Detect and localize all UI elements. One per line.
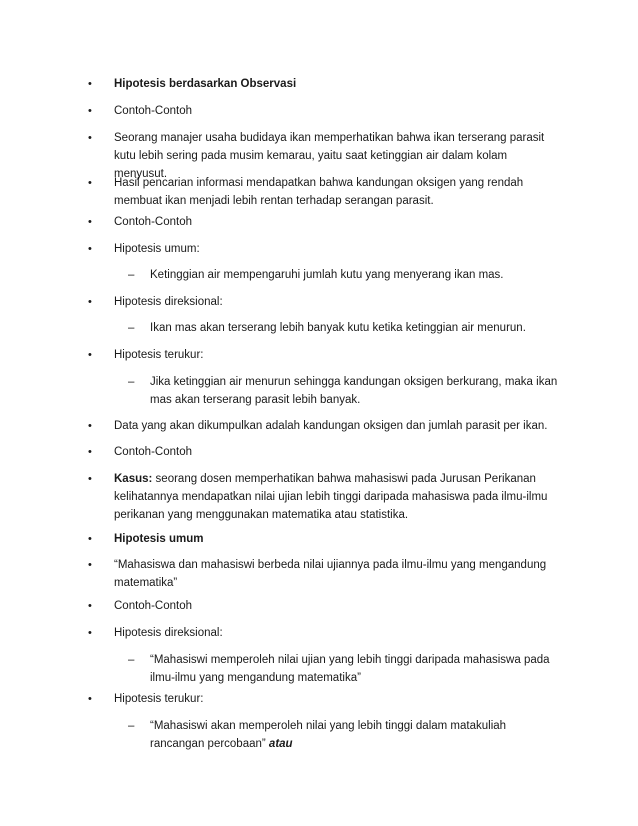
sub-item-text: Ketinggian air mempengaruhi jumlah kutu yang menyerang ikan mas. (150, 269, 504, 281)
item-text: Hasil pencarian informasi mendapatkan bahwa kandungan oksigen yang rendah membuat ikan menjadi lebih rentan terhadap serangan parasit. (114, 177, 524, 207)
heading-text: Hipotesis berdasarkan Observasi (114, 78, 297, 90)
item-text: Hipotesis direksional: (114, 627, 223, 639)
bullet-marker: • (88, 446, 92, 458)
heading-observasi (114, 75, 558, 93)
item-text: “Mahasiswa dan mahasiswi berbeda nilai ujiannya pada ilmu-ilmu yang mengandung matematika” (114, 559, 547, 589)
dash-marker: – (128, 376, 135, 388)
bullet-marker: • (88, 559, 92, 571)
item-text (114, 470, 558, 524)
item-text: Contoh-Contoh (114, 600, 192, 612)
item-text: Hipotesis umum: (114, 243, 200, 255)
bullet-marker: • (88, 296, 92, 308)
bullet-marker: • (88, 243, 92, 255)
bullet-marker: • (88, 420, 92, 432)
atau-suffix: atau (265, 738, 293, 750)
quote-text: “Mahasiswi akan memperoleh nilai yang lebih tinggi dalam matakuliah rancangan percobaan” (150, 720, 507, 750)
bullet-marker: • (88, 600, 92, 612)
bullet-marker: • (88, 349, 92, 361)
bullet-marker: • (88, 533, 92, 545)
item-text: Contoh-Contoh (114, 105, 192, 117)
bullet-marker: • (88, 627, 92, 639)
dash-marker: – (128, 269, 135, 281)
bullet-marker: • (88, 78, 92, 90)
case-label: Kasus: (114, 473, 153, 485)
item-text: Contoh-Contoh (114, 216, 192, 228)
bullet-marker: • (88, 473, 92, 485)
sub-item-text: Ikan mas akan terserang lebih banyak kutu ketika ketinggian air menurun. (150, 322, 526, 334)
item-text: Data yang akan dikumpulkan adalah kandungan oksigen dan jumlah parasit per ikan. (114, 420, 548, 432)
sub-item-text (150, 717, 558, 753)
item-text: Hipotesis direksional: (114, 296, 223, 308)
bullet-marker: • (88, 693, 92, 705)
item-text: Hipotesis terukur: (114, 693, 204, 705)
sub-item-text: “Mahasiswi memperoleh nilai ujian yang lebih tinggi daripada mahasiswa pada ilmu-ilmu yang mengandung matematika” (150, 654, 550, 684)
dash-marker: – (128, 322, 135, 334)
bullet-marker: • (88, 177, 92, 189)
heading-text: Hipotesis umum (114, 533, 204, 545)
dash-marker: – (128, 720, 135, 732)
bullet-marker: • (88, 105, 92, 117)
case-text: seorang dosen memperhatikan bahwa mahasiswi pada Jurusan Perikanan kelihatannya mendapatkan nilai ujian lebih tinggi daripada mahasiswa pada ilmu-ilmu perikanan yang menggunakan matematika atau statistika. (114, 473, 548, 521)
sub-item-text: Jika ketinggian air menurun sehingga kandungan oksigen berkurang, maka ikan mas akan terserang parasit lebih banyak. (150, 376, 558, 406)
bullet-marker: • (88, 132, 92, 144)
item-text (114, 530, 558, 548)
item-text: Seorang manajer usaha budidaya ikan memperhatikan bahwa ikan terserang parasit kutu lebih sering pada musim kemarau, yaitu saat ketinggian air dalam kolam menyusut. (114, 132, 545, 180)
item-text: Hipotesis terukur: (114, 349, 204, 361)
dash-marker: – (128, 654, 135, 666)
item-text: Contoh-Contoh (114, 446, 192, 458)
bullet-marker: • (88, 216, 92, 228)
